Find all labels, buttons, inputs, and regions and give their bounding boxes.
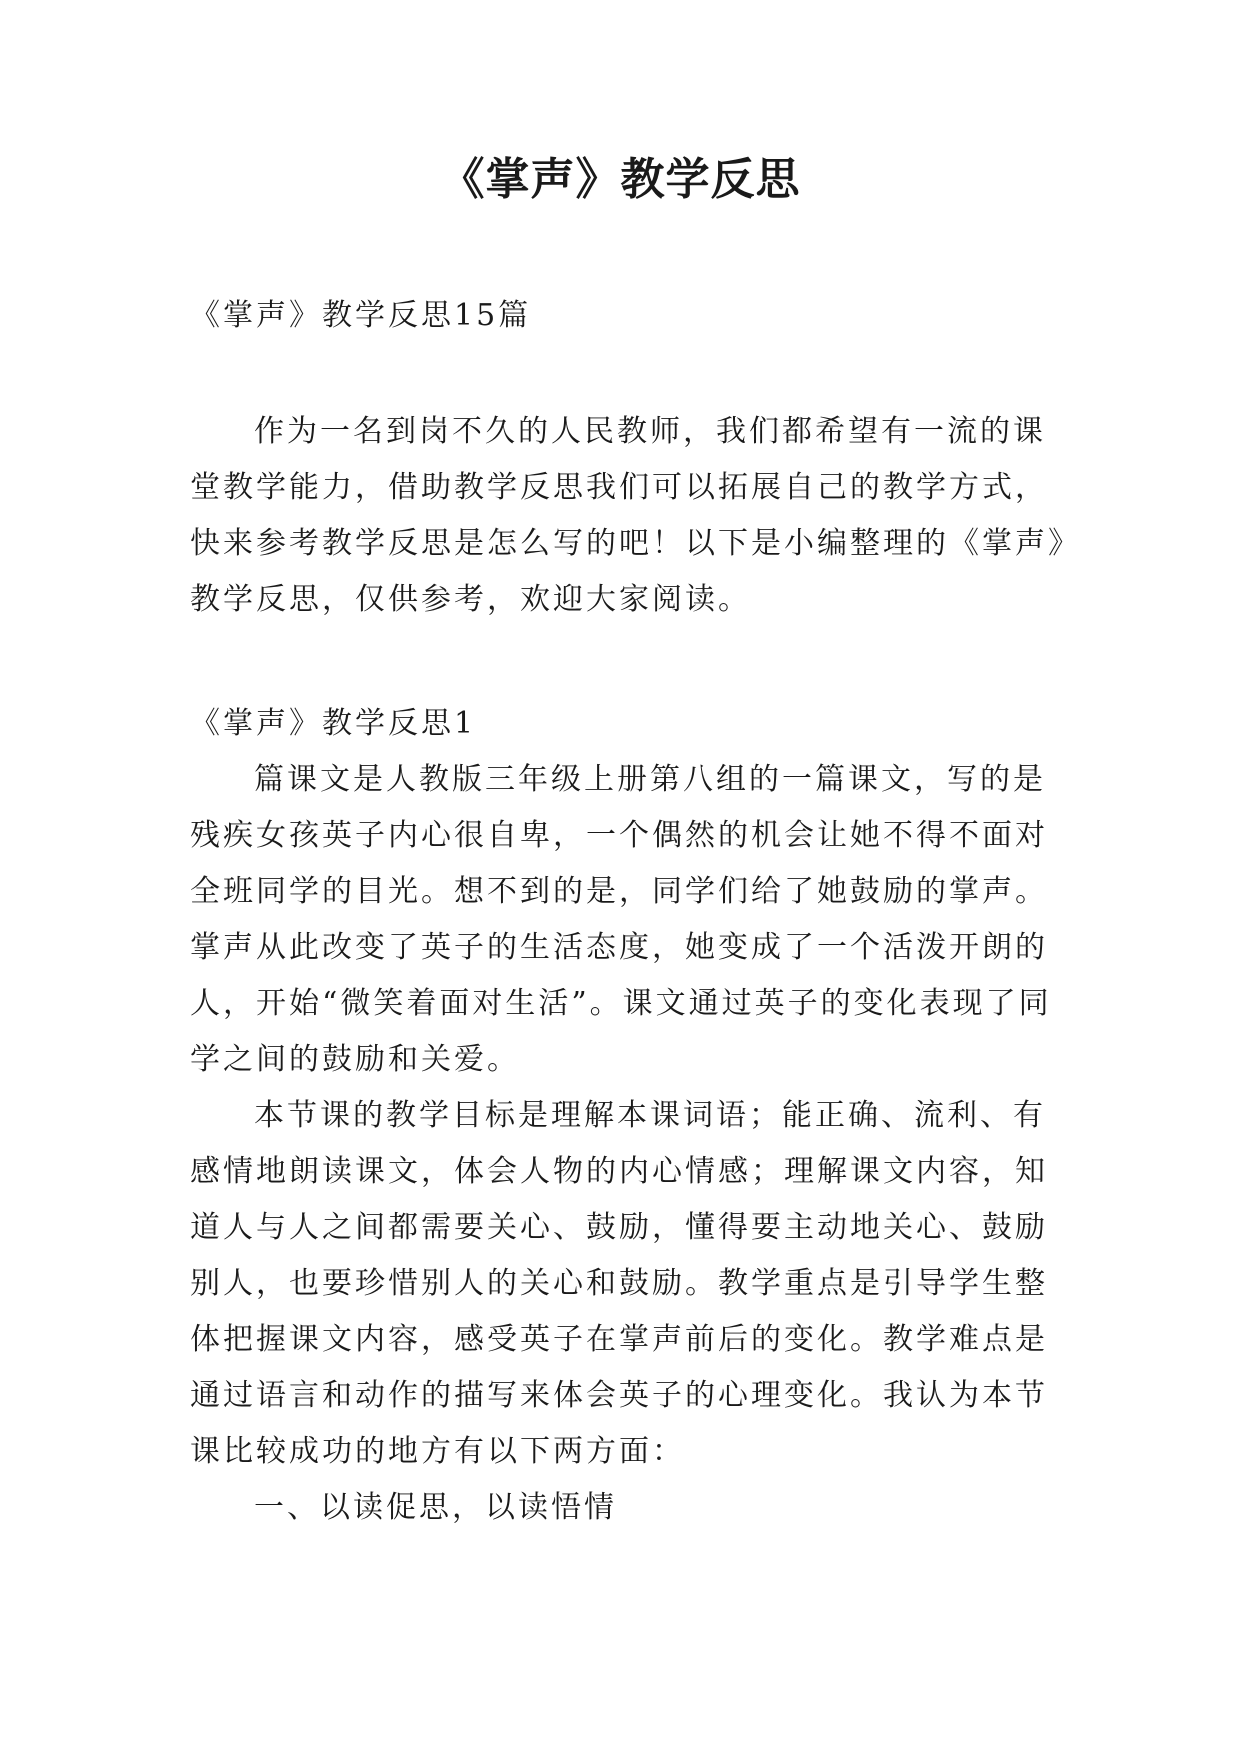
intro-section (190, 404, 1070, 628)
body-paragraph: 一、以读促思，以读悟情 (254, 1490, 617, 1525)
document-title: 《掌声》教学反思 (440, 154, 801, 205)
section-body (190, 752, 1070, 1536)
section-heading: 《掌声》教学反思1 (190, 706, 477, 741)
intro-paragraph: 作为一名到岗不久的人民教师，我们都希望有一流的课堂教学能力，借助教学反思我们可以拓展自己的教学方式，快来参考教学反思是怎么写的吧！以下是小编整理的《掌声》教学反思，仅供参考，欢迎大家阅读。 (190, 414, 1066, 617)
body-paragraph: 篇课文是人教版三年级上册第八组的一篇课文，写的是残疾女孩英子内心很自卑，一个偶然的机会让她不得不面对全班同学的目光。想不到的是，同学们给了她鼓励的掌声。掌声从此改变了英子的生活态度，她变成了一个活泼开朗的人，开始“微笑着面对生活”。课文通过英子的变化表现了同学之间的鼓励和关爱。 (190, 762, 1052, 1077)
body-paragraph: 本节课的教学目标是理解本课词语；能正确、流利、有感情地朗读课文，体会人物的内心情感；理解课文内容，知道人与人之间都需要关心、鼓励，懂得要主动地关心、鼓励别人，也要珍惜别人的关心和鼓励。教学重点是引导学生整体把握课文内容，感受英子在掌声前后的变化。教学难点是通过语言和动作的描写来体会英子的心理变化。我认为本节课比较成功的地方有以下两方面： (190, 1098, 1048, 1469)
document-subtitle: 《掌声》教学反思15篇 (190, 298, 532, 333)
